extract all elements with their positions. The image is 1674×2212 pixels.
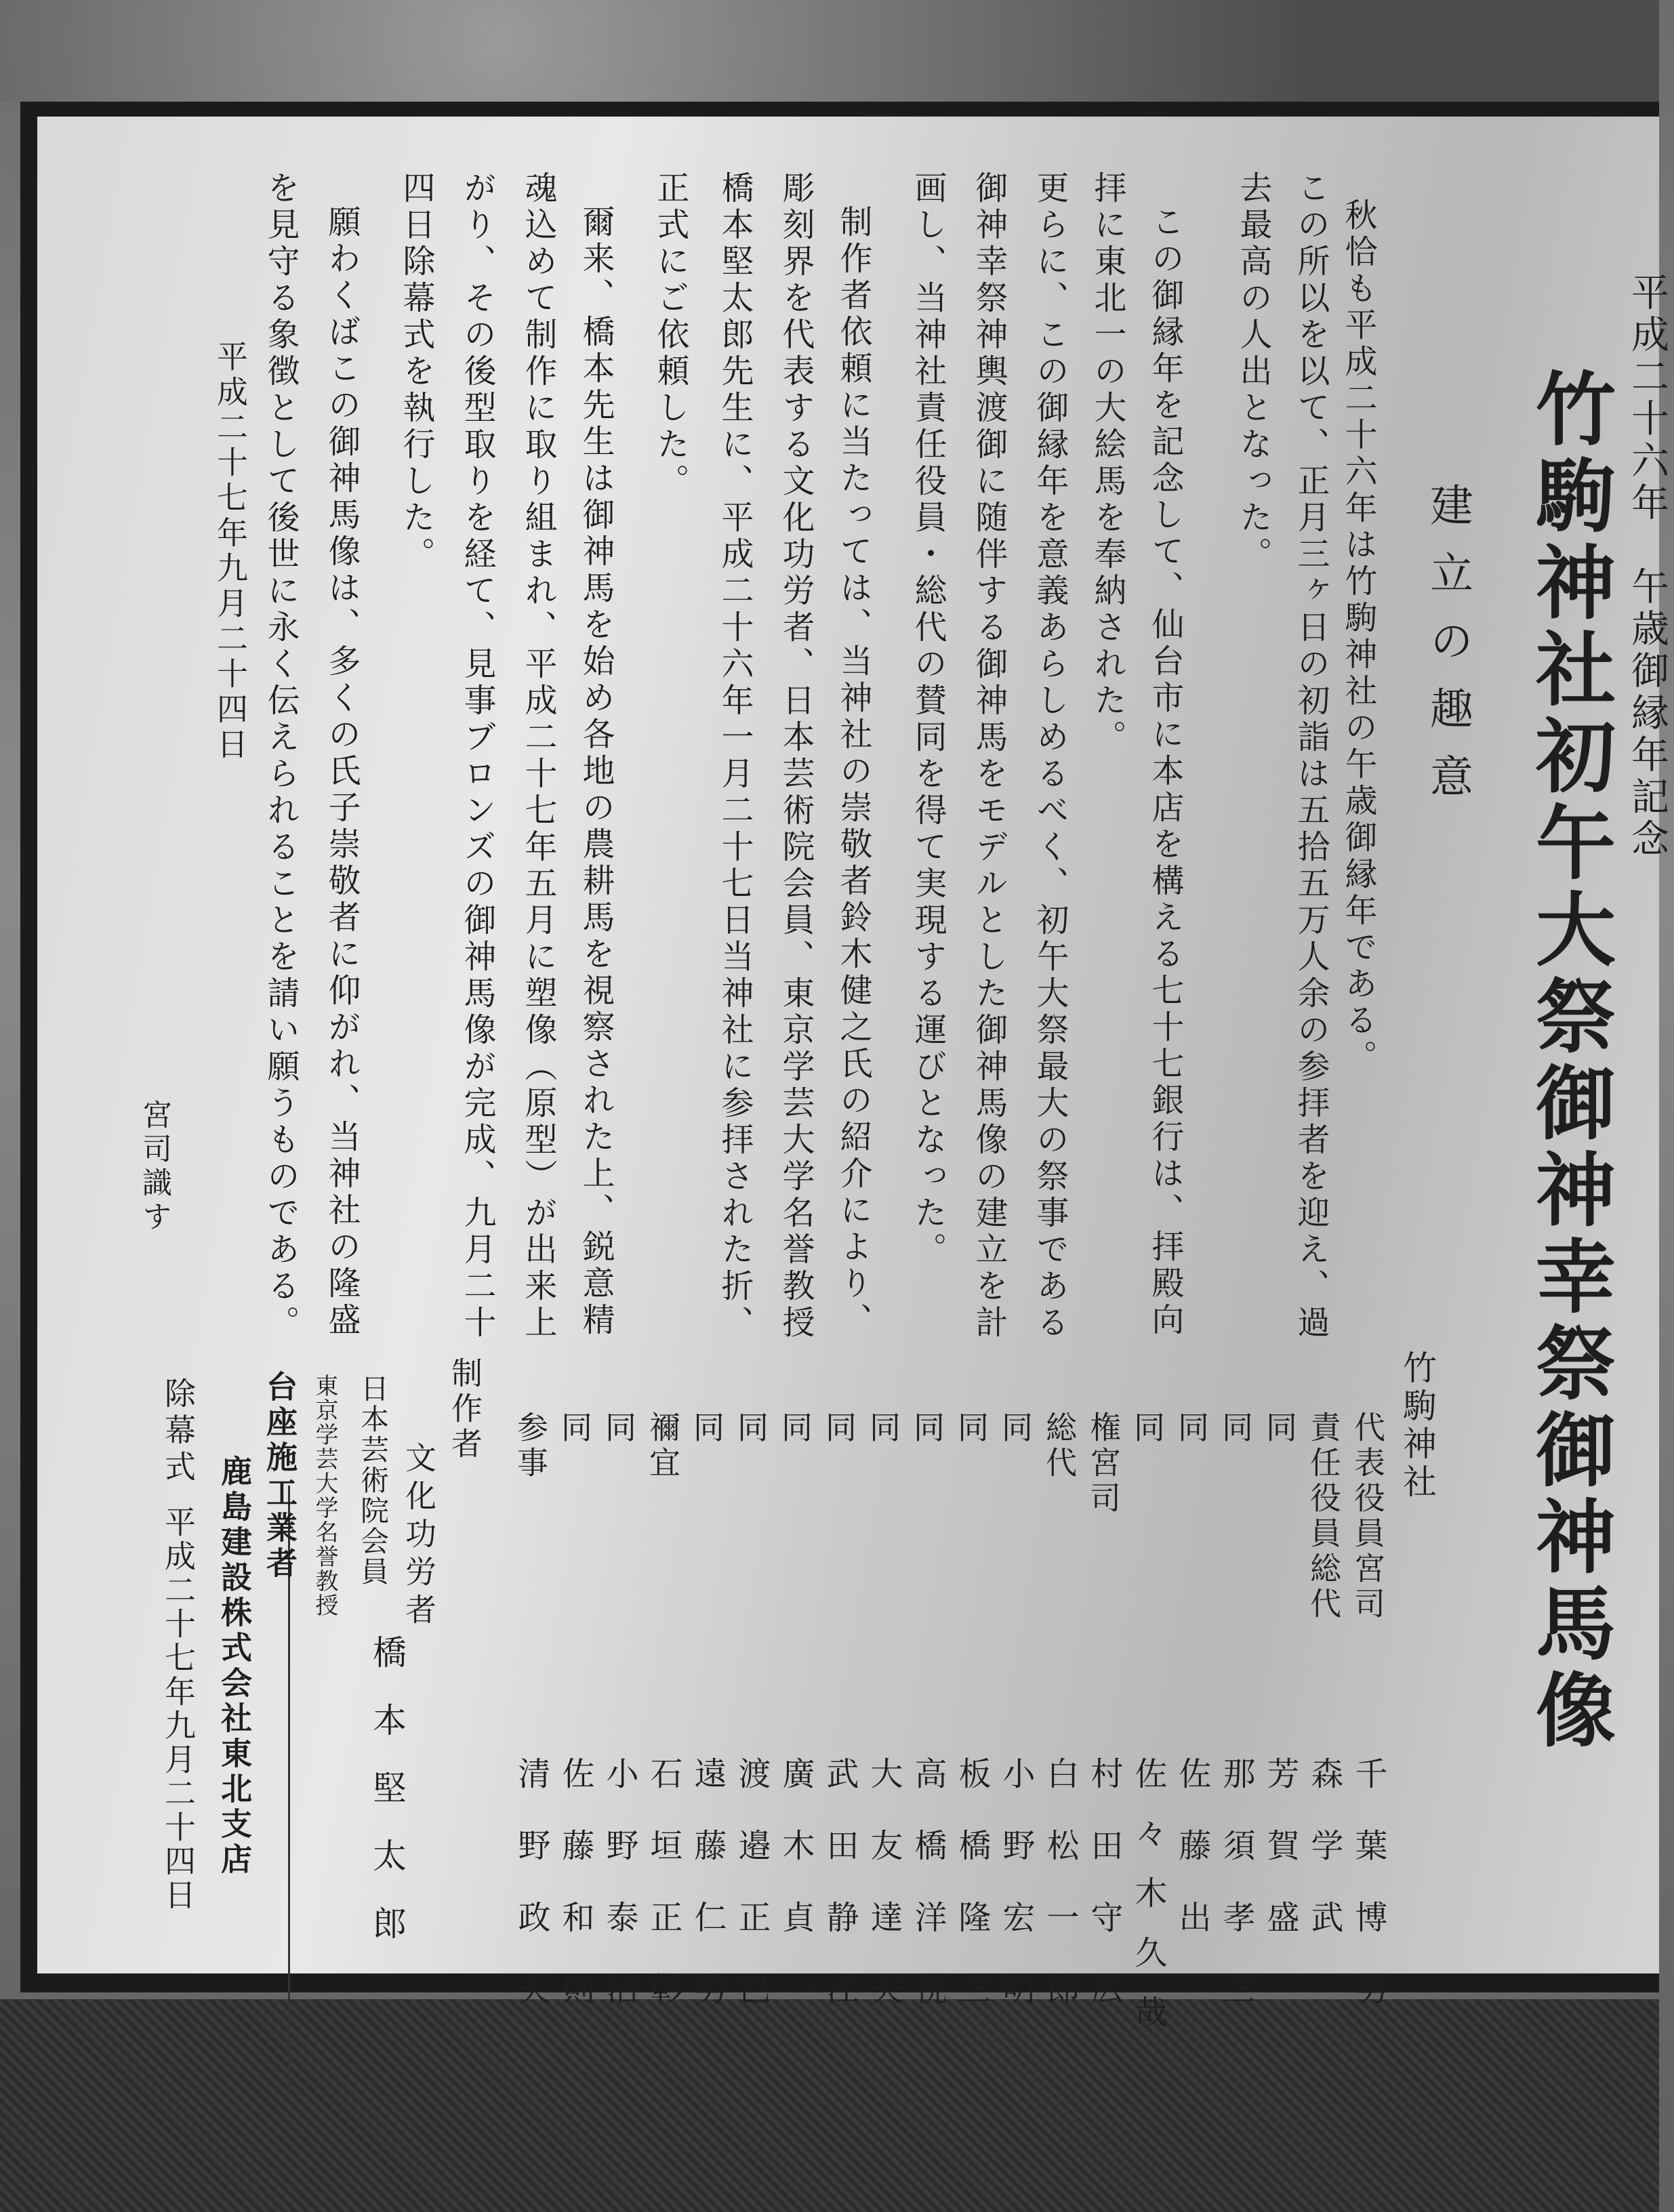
creator-honor: 東京学芸大学名誉教授 [311, 1374, 338, 1618]
officer-name: 清野政夫 [512, 1757, 550, 2044]
body-line: を見守る象徴として後世に永く伝えられることを請い願うものである。 [262, 171, 300, 1342]
body-line: 魂込めて制作に取り組まれ、平成二十七年五月に塑像（原型）が出来上 [519, 171, 557, 1342]
shrine-name: 竹駒神社 [1397, 1350, 1437, 1502]
officer-title: 同 [997, 1411, 1034, 1446]
officer-title: 責任役員総代 [1305, 1411, 1342, 1622]
body-line: 彫刻界を代表する文化功労者、日本芸術院会員、東京学芸大学名誉教授 [777, 171, 815, 1342]
ceremony-label: 除幕式 [160, 1377, 197, 1487]
officer-name: 千葉博男 [1349, 1757, 1387, 2044]
officer-name: 佐藤出 [1173, 1757, 1211, 1972]
creator-honor: 日本芸術院会員 [356, 1374, 390, 1587]
officer-name: 小野宏明 [997, 1757, 1035, 2044]
body-line: 画し、当神社責任役員・総代の賛同を得て実現する運びとなった。 [909, 171, 947, 1269]
creator-honor: 文化功労者 [401, 1441, 437, 1631]
officer-title: 同 [689, 1411, 725, 1446]
officer-title: 権宮司 [1085, 1411, 1122, 1517]
body-line: この御縁年を記念して、仙台市に本店を構える七十七銀行は、拝殿向 [1146, 205, 1184, 1339]
officer-name: 遠藤仁男 [689, 1757, 727, 2044]
body-line: 四日除幕式を執行した。 [397, 171, 435, 573]
builder-name: 鹿島建設株式会社東北支店 [216, 1455, 253, 1878]
officer-name: 大友達夫 [865, 1757, 903, 2044]
officer-title: 同 [733, 1411, 769, 1446]
body-line: 更らに、この御縁年を意義あらしめるべく、初午大祭最大の祭事である [1031, 171, 1069, 1342]
officer-name: 武田静江 [821, 1757, 859, 2044]
body-line: 御神幸祭神輿渡御に随伴する御神馬をモデルとした御神馬像の建立を計 [970, 171, 1008, 1342]
plaque-subtitle: 平成二十六年 午歳御縁年記念 [1625, 272, 1669, 861]
officer-title: 同 [909, 1411, 945, 1446]
body-line: 橋本堅太郎先生に、平成二十六年一月二十七日当神社に参拝された折、 [716, 171, 754, 1342]
officer-name: 廣木貞一 [777, 1757, 815, 2044]
officer-title: 同 [821, 1411, 857, 1446]
signature: 宮司識す [137, 1099, 171, 1235]
officer-name: 板橋隆三 [953, 1757, 991, 2044]
officer-title: 同 [865, 1411, 901, 1446]
creator-heading: 制作者 [447, 1357, 483, 1462]
officer-title: 同 [1261, 1411, 1298, 1446]
body-line: 秋恰も平成二十六年は竹駒神社の午歳御縁年である。 [1339, 198, 1377, 1076]
body-line: この所以を以て、正月三ヶ日の初詣は五拾五万人余の参拝者を迎え、過 [1292, 171, 1330, 1342]
officer-name: 村田守広 [1085, 1757, 1123, 2044]
document-date: 平成二十七年九月二十四日 [212, 340, 249, 763]
officer-title: 同 [600, 1411, 637, 1446]
officer-name: 森学武 [1305, 1757, 1343, 1972]
officer-title: 参事 [512, 1411, 549, 1481]
officer-name: 佐々木久哉 [1129, 1757, 1167, 2055]
officer-name: 小野泰治 [600, 1757, 638, 2044]
plaque [37, 117, 1669, 2055]
officer-title: 同 [1129, 1411, 1166, 1446]
stone-background-top [0, 0, 1659, 102]
officer-title: 同 [1173, 1411, 1210, 1446]
body-line: 爾来、橋本先生は御神馬を始め各地の農耕馬を視察された上、鋭意精 [577, 205, 615, 1339]
body-line: 拝に東北一の大絵馬を奉納された。 [1088, 171, 1126, 756]
officer-name: 佐藤和則 [556, 1757, 594, 2044]
officer-name: 芳賀盛 [1261, 1757, 1299, 1972]
builder-heading: 台座施工業者 [262, 1370, 298, 1582]
officer-title: 禰宜 [645, 1411, 681, 1481]
officer-title: 同 [777, 1411, 813, 1446]
section-heading: 建立の趣意 [1423, 483, 1473, 821]
officer-name: 白松一郎 [1041, 1757, 1079, 2044]
body-line: がり、その後型取りを経て、見事ブロンズの御神馬像が完成、九月二十 [458, 171, 496, 1342]
body-line: 願わくばこの御神馬像は、多くの氏子崇敬者に仰がれ、当神社の隆盛 [323, 205, 361, 1339]
officer-title: 同 [1217, 1411, 1254, 1446]
officer-title: 同 [953, 1411, 989, 1446]
plaque-title: 竹駒神社初午大祭御神幸祭御神馬像 [1522, 367, 1616, 1755]
officer-name: 渡邉正巳 [733, 1757, 771, 2044]
officer-title: 総代 [1041, 1411, 1078, 1481]
body-line: 正式にご依頼した。 [651, 171, 689, 500]
body-line: 制作者依頼に当たっては、当神社の崇敬者鈴木健之氏の紹介により、 [834, 205, 872, 1339]
officer-name: 石垣正彰 [645, 1757, 682, 2044]
ceremony-date: 平成二十七年九月二十四日 [160, 1506, 197, 1912]
officer-title: 代表役員宮司 [1349, 1411, 1386, 1622]
body-line: 去最高の人出となった。 [1234, 171, 1272, 573]
officer-name: 那須孝三 [1217, 1757, 1255, 2044]
creator-name: 橋本堅太郎 [367, 1635, 407, 1973]
officer-name: 高橋洋悦 [909, 1757, 947, 2044]
officer-title: 同 [556, 1411, 593, 1446]
